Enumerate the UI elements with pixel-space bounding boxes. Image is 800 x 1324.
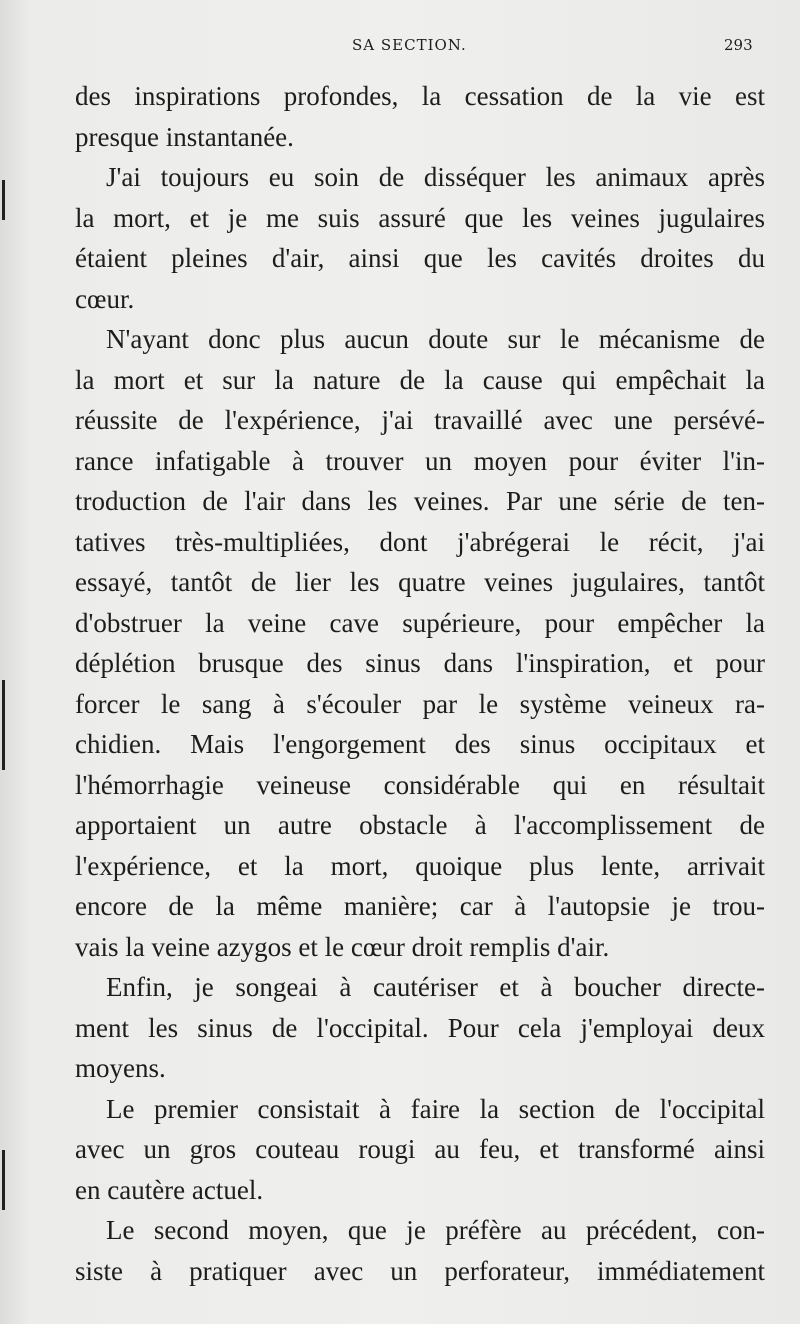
text-line: étaient pleines d'air, ainsi que les cavités droites du xyxy=(75,243,765,273)
binding-edge-mark xyxy=(2,680,5,770)
text-line: vais la veine azygos et le cœur droit remplis d'air. xyxy=(75,931,610,962)
text-line: ment les sinus de l'occipital. Pour cela j'employai deux xyxy=(75,1012,765,1043)
text-line: chidien. Mais l'engorgement des sinus occipitaux et xyxy=(75,729,765,759)
text-line: Le premier consistait à faire la section de l'occipital xyxy=(106,1093,765,1124)
text-line: encore de la même manière; car à l'autopsie je trou- xyxy=(75,891,765,921)
text-line: Le second moyen, que je préfère au précédent, con- xyxy=(106,1215,765,1245)
text-line: Enfin, je songeai à cautériser et à boucher directe- xyxy=(106,972,765,1002)
text-line: troduction de l'air dans les veines. Par une série de ten- xyxy=(75,486,765,516)
text-line: moyens. xyxy=(75,1053,166,1083)
text-line: l'expérience, et la mort, quoique plus lente, arrivait xyxy=(75,850,765,881)
text-line: cœur. xyxy=(75,283,135,314)
text-line: rance infatigable à trouver un moyen pour éviter l'in- xyxy=(75,445,765,476)
text-line: presque instantanée. xyxy=(75,121,294,152)
text-line: la mort et sur la nature de la cause qui empêchait la xyxy=(75,364,765,395)
text-line: apportaient un autre obstacle à l'accomplissement de xyxy=(75,810,765,840)
text-line: essayé, tantôt de lier les quatre veines jugulaires, tantôt xyxy=(75,567,765,597)
binding-edge-mark xyxy=(2,180,5,220)
text-line: déplétion brusque des sinus dans l'inspiration, et pour xyxy=(75,648,765,678)
running-head xyxy=(0,36,800,58)
text-line: l'hémorrhagie veineuse considérable qui en résultait xyxy=(75,769,765,800)
text-line: réussite de l'expérience, j'ai travaillé avec une persévé- xyxy=(75,405,765,435)
body-text xyxy=(75,76,765,1291)
text-line: tatives très-multipliées, dont j'abrégerai le récit, j'ai xyxy=(75,526,765,557)
page-number: 293 xyxy=(724,36,753,54)
text-line: N'ayant donc plus aucun doute sur le mécanisme de xyxy=(106,324,765,354)
text-line: en cautère actuel. xyxy=(75,1174,264,1205)
text-line: siste à pratiquer avec un perforateur, immédiatement xyxy=(75,1255,765,1286)
text-line: avec un gros couteau rougi au feu, et transformé ainsi xyxy=(75,1134,765,1164)
running-title: SA SECTION. xyxy=(352,36,467,54)
text-line: des inspirations profondes, la cessation de la vie est xyxy=(75,81,765,111)
text-line: J'ai toujours eu soin de disséquer les animaux après xyxy=(106,162,765,192)
binding-edge-mark xyxy=(2,1150,5,1210)
text-line: forcer le sang à s'écouler par le système veineux ra- xyxy=(75,688,765,719)
text-line: la mort, et je me suis assuré que les veines jugulaires xyxy=(75,202,765,233)
text-line: d'obstruer la veine cave supérieure, pour empêcher la xyxy=(75,607,765,638)
